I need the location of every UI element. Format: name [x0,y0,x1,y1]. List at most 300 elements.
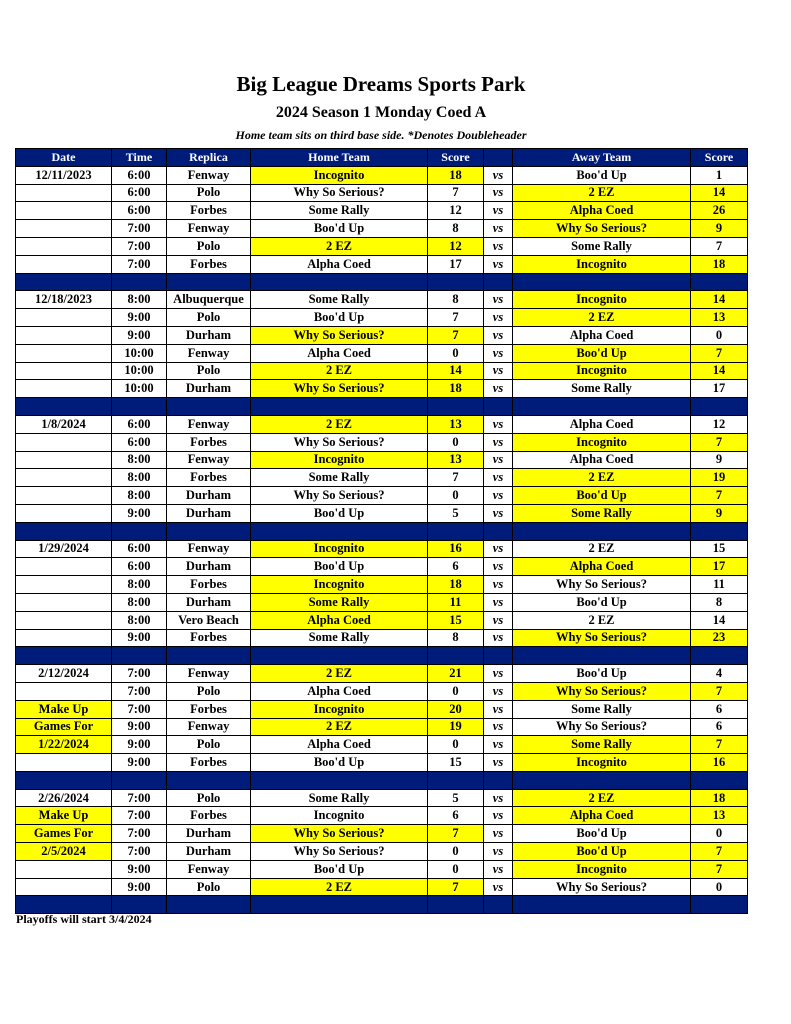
game-time: 9:00 [112,718,167,736]
home-score: 7 [428,825,484,843]
vs-label: vs [484,309,513,327]
away-team: Incognito [513,860,691,878]
separator-cell [513,896,691,914]
vs-label: vs [484,754,513,772]
home-team: Boo'd Up [251,309,428,327]
away-score: 7 [691,843,748,861]
field-name: Fenway [167,860,251,878]
table-row [16,629,748,647]
vs-label: vs [484,326,513,344]
game-date [16,682,112,700]
away-score: 1 [691,166,748,184]
home-score: 0 [428,344,484,362]
separator-cell [167,771,251,789]
table-row [16,487,748,505]
home-score: 7 [428,326,484,344]
home-score: 7 [428,469,484,487]
game-time: 9:00 [112,860,167,878]
game-time: 10:00 [112,380,167,398]
field-name: Fenway [167,344,251,362]
col-away-score-header: Score [691,149,748,167]
col-away-team-header: Away Team [513,149,691,167]
home-score: 18 [428,380,484,398]
home-team: Alpha Coed [251,344,428,362]
away-score: 17 [691,380,748,398]
away-team: 2 EZ [513,540,691,558]
away-team: Why So Serious? [513,682,691,700]
away-team: Incognito [513,362,691,380]
separator-cell [167,522,251,540]
game-time: 6:00 [112,558,167,576]
game-time: 9:00 [112,878,167,896]
away-team: 2 EZ [513,184,691,202]
vs-label: vs [484,237,513,255]
home-team: Why So Serious? [251,326,428,344]
separator-cell [428,522,484,540]
table-row [16,469,748,487]
separator-cell [16,522,112,540]
table-row [16,433,748,451]
vs-label: vs [484,487,513,505]
away-score: 7 [691,860,748,878]
home-team: Incognito [251,166,428,184]
home-team: 2 EZ [251,415,428,433]
col-date-header: Date [16,149,112,167]
away-score: 0 [691,878,748,896]
vs-label: vs [484,166,513,184]
home-team: 2 EZ [251,718,428,736]
separator-cell [112,522,167,540]
separator-cell [691,896,748,914]
vs-label: vs [484,362,513,380]
vs-label: vs [484,682,513,700]
table-row [16,825,748,843]
vs-label: vs [484,860,513,878]
game-date [16,558,112,576]
table-row [16,843,748,861]
game-time: 8:00 [112,451,167,469]
home-score: 19 [428,718,484,736]
away-team: Why So Serious? [513,576,691,594]
table-row [16,611,748,629]
away-score: 7 [691,344,748,362]
home-score: 13 [428,415,484,433]
game-date: 12/11/2023 [16,166,112,184]
away-team: Boo'd Up [513,344,691,362]
field-name: Durham [167,504,251,522]
game-date [16,754,112,772]
field-name: Polo [167,237,251,255]
game-time: 8:00 [112,593,167,611]
field-name: Fenway [167,415,251,433]
away-score: 0 [691,825,748,843]
home-score: 6 [428,558,484,576]
separator-cell [167,896,251,914]
home-team: Some Rally [251,593,428,611]
vs-label: vs [484,558,513,576]
separator-row [16,398,748,416]
game-time: 8:00 [112,487,167,505]
away-team: Alpha Coed [513,326,691,344]
table-row [16,362,748,380]
game-time: 9:00 [112,309,167,327]
separator-row [16,522,748,540]
vs-label: vs [484,540,513,558]
game-time: 7:00 [112,789,167,807]
home-team: Why So Serious? [251,184,428,202]
home-score: 12 [428,202,484,220]
game-date [16,380,112,398]
separator-cell [484,273,513,291]
game-time: 9:00 [112,326,167,344]
home-score: 15 [428,754,484,772]
table-row [16,789,748,807]
separator-cell [167,647,251,665]
game-date: 2/26/2024 [16,789,112,807]
table-row [16,220,748,238]
away-team: Incognito [513,433,691,451]
home-score: 13 [428,451,484,469]
separator-cell [251,896,428,914]
game-date [16,504,112,522]
away-score: 18 [691,255,748,273]
field-name: Polo [167,736,251,754]
field-name: Fenway [167,220,251,238]
table-row [16,237,748,255]
vs-label: vs [484,825,513,843]
vs-label: vs [484,629,513,647]
separator-cell [112,771,167,789]
playoffs-note: Playoffs will start 3/4/2024 [16,912,152,926]
game-date: 1/8/2024 [16,415,112,433]
home-score: 5 [428,789,484,807]
home-team: Alpha Coed [251,736,428,754]
field-name: Forbes [167,700,251,718]
home-team: Boo'd Up [251,220,428,238]
away-team: 2 EZ [513,309,691,327]
game-time: 10:00 [112,344,167,362]
table-row [16,380,748,398]
separator-cell [513,398,691,416]
home-team: Alpha Coed [251,611,428,629]
away-team: Boo'd Up [513,825,691,843]
field-name: Forbes [167,433,251,451]
game-time: 7:00 [112,843,167,861]
home-score: 11 [428,593,484,611]
separator-cell [167,273,251,291]
away-team: Some Rally [513,736,691,754]
away-score: 9 [691,451,748,469]
field-name: Polo [167,682,251,700]
game-date: Games For [16,718,112,736]
game-date: 1/22/2024 [16,736,112,754]
vs-label: vs [484,344,513,362]
home-team: Incognito [251,807,428,825]
home-score: 18 [428,166,484,184]
away-score: 13 [691,309,748,327]
game-date: Make Up [16,700,112,718]
table-row [16,593,748,611]
field-name: Polo [167,789,251,807]
vs-label: vs [484,736,513,754]
vs-label: vs [484,291,513,309]
game-time: 6:00 [112,166,167,184]
home-score: 18 [428,576,484,594]
field-name: Durham [167,380,251,398]
field-name: Forbes [167,202,251,220]
home-score: 12 [428,237,484,255]
field-name: Fenway [167,540,251,558]
home-team: 2 EZ [251,362,428,380]
page-subtitle: 2024 Season 1 Monday Coed A [275,104,487,121]
home-team: 2 EZ [251,878,428,896]
game-time: 7:00 [112,682,167,700]
field-name: Durham [167,825,251,843]
field-name: Polo [167,309,251,327]
separator-cell [484,647,513,665]
home-team: Boo'd Up [251,754,428,772]
game-date [16,487,112,505]
away-score: 14 [691,184,748,202]
game-date: 2/5/2024 [16,843,112,861]
home-score: 7 [428,878,484,896]
away-score: 14 [691,611,748,629]
separator-cell [16,398,112,416]
field-name: Albuquerque [167,291,251,309]
away-team: Alpha Coed [513,451,691,469]
schedule-table [15,148,748,914]
away-score: 26 [691,202,748,220]
separator-cell [513,522,691,540]
game-date [16,860,112,878]
separator-cell [251,522,428,540]
home-score: 0 [428,843,484,861]
schedule-body [16,166,748,913]
separator-cell [691,522,748,540]
vs-label: vs [484,220,513,238]
table-row [16,166,748,184]
table-row [16,860,748,878]
away-team: Some Rally [513,380,691,398]
away-score: 18 [691,789,748,807]
away-team: Boo'd Up [513,166,691,184]
home-team: 2 EZ [251,665,428,683]
separator-row [16,273,748,291]
separator-row [16,647,748,665]
game-date: 2/12/2024 [16,665,112,683]
separator-cell [251,398,428,416]
home-score: 15 [428,611,484,629]
separator-row [16,771,748,789]
vs-label: vs [484,807,513,825]
separator-cell [691,647,748,665]
field-name: Durham [167,558,251,576]
table-row [16,451,748,469]
table-row [16,291,748,309]
separator-cell [16,273,112,291]
field-name: Polo [167,184,251,202]
table-row [16,736,748,754]
table-row [16,576,748,594]
game-date [16,184,112,202]
home-score: 0 [428,433,484,451]
field-name: Durham [167,326,251,344]
home-team: Some Rally [251,789,428,807]
home-score: 0 [428,860,484,878]
home-team: Incognito [251,576,428,594]
table-row [16,558,748,576]
separator-cell [691,771,748,789]
col-replica-header: Replica [167,149,251,167]
vs-label: vs [484,789,513,807]
game-date: 12/18/2023 [16,291,112,309]
away-team: Incognito [513,754,691,772]
home-team: Incognito [251,700,428,718]
table-row [16,326,748,344]
col-home-team-header: Home Team [251,149,428,167]
away-score: 15 [691,540,748,558]
game-date [16,878,112,896]
away-team: Alpha Coed [513,202,691,220]
away-team: Why So Serious? [513,878,691,896]
home-team: Some Rally [251,291,428,309]
field-name: Fenway [167,718,251,736]
vs-label: vs [484,878,513,896]
table-row [16,878,748,896]
field-name: Vero Beach [167,611,251,629]
page-title: Big League Dreams Sports Park [236,72,526,96]
game-time: 8:00 [112,469,167,487]
game-date [16,309,112,327]
game-time: 9:00 [112,504,167,522]
field-name: Forbes [167,469,251,487]
home-score: 17 [428,255,484,273]
away-score: 4 [691,665,748,683]
game-date [16,593,112,611]
away-score: 9 [691,504,748,522]
away-score: 7 [691,237,748,255]
field-name: Durham [167,593,251,611]
table-row [16,309,748,327]
home-team: Alpha Coed [251,255,428,273]
away-score: 14 [691,291,748,309]
game-time: 7:00 [112,825,167,843]
vs-label: vs [484,504,513,522]
away-team: Some Rally [513,237,691,255]
game-time: 8:00 [112,611,167,629]
col-home-score-header: Score [428,149,484,167]
vs-label: vs [484,415,513,433]
away-team: Alpha Coed [513,558,691,576]
home-score: 16 [428,540,484,558]
home-score: 5 [428,504,484,522]
game-date [16,237,112,255]
table-row [16,665,748,683]
away-team: Some Rally [513,700,691,718]
game-time: 8:00 [112,576,167,594]
game-date: Games For [16,825,112,843]
game-time: 6:00 [112,202,167,220]
home-score: 14 [428,362,484,380]
field-name: Forbes [167,754,251,772]
away-team: Some Rally [513,504,691,522]
away-team: Alpha Coed [513,415,691,433]
away-score: 0 [691,326,748,344]
separator-cell [428,647,484,665]
away-score: 16 [691,754,748,772]
game-time: 6:00 [112,540,167,558]
table-row [16,754,748,772]
separator-cell [251,273,428,291]
separator-cell [513,647,691,665]
game-time: 8:00 [112,291,167,309]
vs-label: vs [484,255,513,273]
game-date [16,611,112,629]
field-name: Forbes [167,255,251,273]
vs-label: vs [484,700,513,718]
home-team: Why So Serious? [251,843,428,861]
table-row [16,415,748,433]
away-score: 19 [691,469,748,487]
separator-cell [428,398,484,416]
home-team: Why So Serious? [251,487,428,505]
away-score: 6 [691,700,748,718]
game-date [16,202,112,220]
field-name: Polo [167,362,251,380]
away-team: Why So Serious? [513,629,691,647]
home-team: Incognito [251,451,428,469]
separator-cell [484,522,513,540]
vs-label: vs [484,469,513,487]
home-score: 0 [428,487,484,505]
game-time: 7:00 [112,700,167,718]
table-row [16,540,748,558]
home-score: 8 [428,220,484,238]
game-time: 7:00 [112,220,167,238]
field-name: Durham [167,843,251,861]
home-score: 8 [428,291,484,309]
game-date [16,576,112,594]
field-name: Forbes [167,629,251,647]
away-team: Boo'd Up [513,665,691,683]
separator-cell [251,647,428,665]
game-date: 1/29/2024 [16,540,112,558]
away-team: Incognito [513,255,691,273]
vs-label: vs [484,380,513,398]
game-date [16,326,112,344]
table-row [16,682,748,700]
schedule-note: Home team sits on third base side. *Denotes Doubleheader [235,128,527,142]
game-time: 7:00 [112,807,167,825]
vs-label: vs [484,202,513,220]
home-team: 2 EZ [251,237,428,255]
separator-cell [484,398,513,416]
home-score: 21 [428,665,484,683]
separator-cell [428,896,484,914]
table-row [16,344,748,362]
field-name: Fenway [167,451,251,469]
game-date [16,362,112,380]
field-name: Fenway [167,665,251,683]
away-team: Alpha Coed [513,807,691,825]
game-date [16,255,112,273]
home-team: Some Rally [251,629,428,647]
game-date [16,451,112,469]
table-row [16,807,748,825]
separator-cell [167,398,251,416]
vs-label: vs [484,451,513,469]
game-time: 10:00 [112,362,167,380]
